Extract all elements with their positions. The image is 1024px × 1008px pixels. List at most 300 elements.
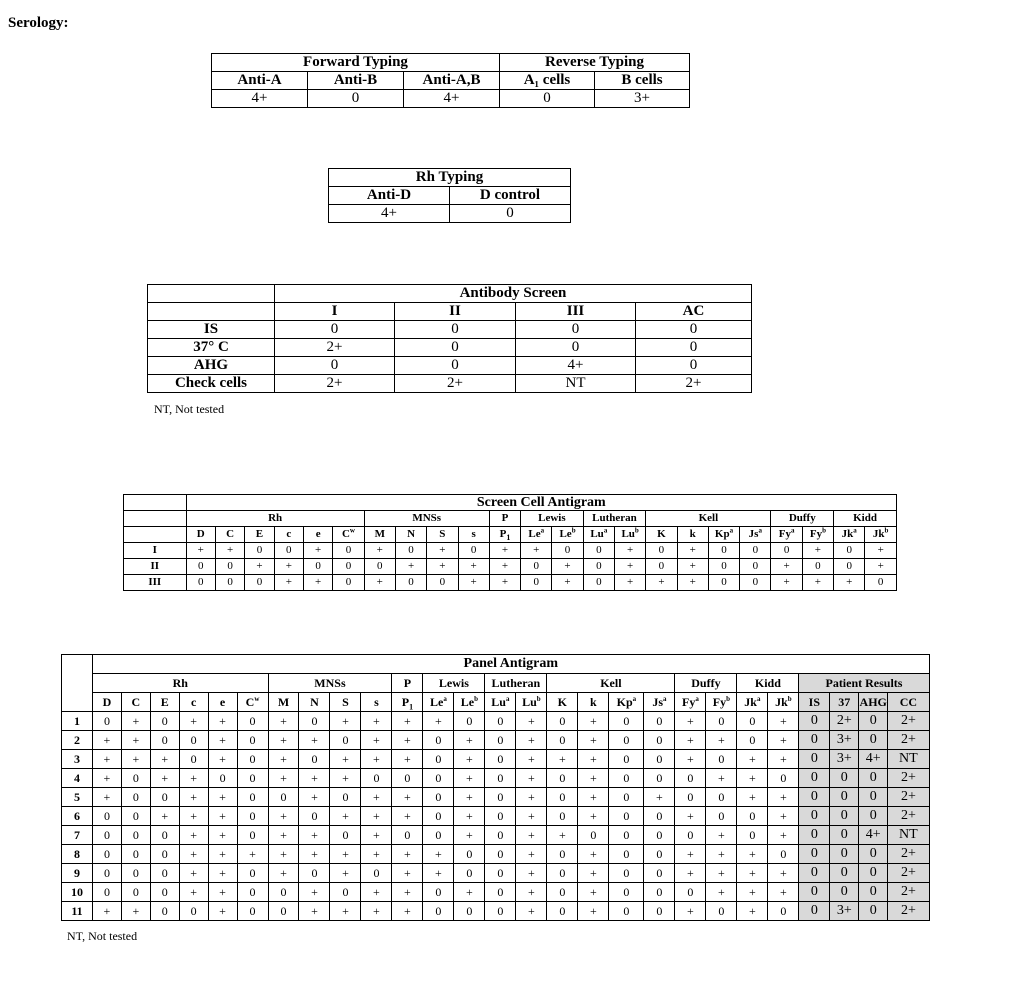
antigen-cell: +	[361, 902, 392, 921]
antigen-header: Le$^a$	[423, 693, 454, 712]
patient-result-cell: 2+	[888, 883, 929, 902]
antigen-cell: +	[361, 807, 392, 826]
antigen-group-header: Kidd	[737, 674, 799, 693]
antigen-cell: 0	[186, 559, 215, 575]
antigen-cell: +	[516, 807, 547, 826]
antigen-cell: +	[303, 543, 332, 559]
antigen-cell: 0	[768, 902, 799, 921]
antigen-header: Kp$^a$	[708, 527, 739, 543]
antigen-cell: 0	[364, 559, 395, 575]
antigen-cell: +	[834, 575, 865, 591]
antigen-cell: +	[675, 750, 706, 769]
anti-ab-header: Anti-A,B	[404, 72, 500, 90]
antigen-cell: 0	[708, 559, 739, 575]
antigen-header: Js$^a$	[740, 527, 771, 543]
blank-cell	[148, 303, 275, 321]
antigen-cell: +	[186, 543, 215, 559]
antigen-cell: +	[208, 826, 237, 845]
antigen-header: $C^w$	[333, 527, 364, 543]
antigen-cell: +	[423, 864, 454, 883]
antigen-cell: +	[547, 750, 578, 769]
antigen-cell: +	[768, 750, 799, 769]
antigen-header: s	[361, 693, 392, 712]
antigen-cell: 0	[458, 543, 489, 559]
antigen-cell: +	[737, 902, 768, 921]
antigen-cell: +	[516, 788, 547, 807]
antigen-cell: +	[274, 559, 303, 575]
antigen-cell: +	[675, 902, 706, 921]
patient-result-cell: 2+	[888, 788, 929, 807]
antigen-cell: 0	[454, 864, 485, 883]
reverse-typing-header: Reverse Typing	[500, 54, 690, 72]
table-row	[148, 375, 752, 393]
patient-result-cell: 4+	[859, 750, 888, 769]
antigen-cell: +	[614, 559, 645, 575]
antigen-cell: +	[677, 559, 708, 575]
antigen-cell: 0	[423, 769, 454, 788]
antigen-header: k	[677, 527, 708, 543]
antigen-header: E	[150, 693, 179, 712]
antigen-cell: +	[454, 826, 485, 845]
antigen-cell: +	[179, 807, 208, 826]
antigen-cell: +	[614, 575, 645, 591]
antigen-header: C	[121, 693, 150, 712]
anti-d-header: Anti-D	[329, 187, 450, 205]
panel-cell-label: 2	[62, 731, 93, 750]
antigen-cell: 0	[547, 788, 578, 807]
reaction-cell: 2+	[395, 375, 516, 393]
patient-result-cell: NT	[888, 826, 929, 845]
antigen-cell: +	[268, 731, 299, 750]
antigen-cell: 0	[485, 788, 516, 807]
antigen-cell: +	[361, 731, 392, 750]
antigen-cell: +	[552, 575, 583, 591]
blank-cell	[62, 655, 93, 674]
antigen-cell: 0	[675, 883, 706, 902]
antigen-cell: +	[677, 575, 708, 591]
antigen-cell: +	[675, 731, 706, 750]
antigen-cell: +	[547, 826, 578, 845]
blank-cell	[124, 527, 187, 543]
antigen-cell: 0	[245, 543, 274, 559]
antigen-header: $P_1$	[489, 527, 520, 543]
patient-result-cell: 0	[859, 845, 888, 864]
antigen-cell: +	[395, 559, 426, 575]
section-title: Serology:	[8, 15, 69, 31]
antigen-cell: 0	[646, 559, 677, 575]
antigen-cell: 0	[578, 826, 609, 845]
antigen-group-header: MNSs	[268, 674, 392, 693]
antigen-cell: +	[330, 807, 361, 826]
antigen-cell: +	[330, 712, 361, 731]
antigen-cell: +	[208, 712, 237, 731]
antigen-cell: 0	[521, 559, 552, 575]
antigen-cell: 0	[92, 845, 121, 864]
anti-a-header: Anti-A	[212, 72, 308, 90]
antigen-cell: +	[516, 712, 547, 731]
antigen-cell: +	[771, 559, 802, 575]
antigen-header: K	[547, 693, 578, 712]
antigen-cell: 0	[737, 731, 768, 750]
antigen-cell: 0	[150, 883, 179, 902]
screen-cell-header: II	[395, 303, 516, 321]
antigen-cell: +	[179, 712, 208, 731]
antigen-cell: 0	[675, 826, 706, 845]
phase-label: IS	[148, 321, 275, 339]
antigen-cell: +	[121, 750, 150, 769]
antigen-cell: +	[489, 575, 520, 591]
screen-cell-label: III	[124, 575, 187, 591]
screen-cell-header: AC	[636, 303, 752, 321]
antigen-cell: 0	[423, 788, 454, 807]
antigen-cell: 0	[274, 543, 303, 559]
antigen-cell: 0	[330, 731, 361, 750]
antigen-cell: 0	[454, 712, 485, 731]
antigen-cell: 0	[268, 902, 299, 921]
antigen-cell: 0	[423, 807, 454, 826]
antigen-cell: 0	[237, 826, 268, 845]
antigen-cell: 0	[547, 883, 578, 902]
antigen-cell: +	[299, 883, 330, 902]
antigen-header: M	[364, 527, 395, 543]
antigen-cell: +	[208, 864, 237, 883]
antigen-cell: 0	[609, 864, 644, 883]
antigen-cell: +	[706, 883, 737, 902]
antigen-header: E	[245, 527, 274, 543]
antigen-cell: 0	[583, 559, 614, 575]
table-row	[62, 864, 967, 883]
result-header: 37	[830, 693, 859, 712]
antigen-cell: 0	[609, 826, 644, 845]
antigen-cell: +	[454, 731, 485, 750]
panel-cell-label: 9	[62, 864, 93, 883]
antigen-cell: 0	[708, 543, 739, 559]
antigen-cell: +	[361, 826, 392, 845]
antigen-cell: +	[392, 845, 423, 864]
antigen-cell: 0	[330, 788, 361, 807]
antigen-cell: 0	[150, 712, 179, 731]
antigen-cell: +	[208, 750, 237, 769]
antigen-cell: 0	[547, 845, 578, 864]
antigen-cell: 0	[215, 575, 244, 591]
patient-result-cell: 0	[830, 788, 859, 807]
antigen-header: s	[458, 527, 489, 543]
antigen-cell: 0	[583, 575, 614, 591]
antigen-cell: 0	[609, 769, 644, 788]
patient-result-cell: 0	[830, 883, 859, 902]
patient-result-cell: 3+	[830, 902, 859, 921]
antigen-cell: 0	[737, 826, 768, 845]
antigen-cell: +	[768, 788, 799, 807]
antigen-group-header: Lutheran	[583, 511, 646, 527]
antigen-cell: +	[361, 845, 392, 864]
antigen-cell: +	[771, 575, 802, 591]
table-row	[124, 527, 897, 543]
patient-result-cell: 0	[799, 769, 830, 788]
antigen-header: Jk$^a$	[834, 527, 865, 543]
patient-result-cell: 0	[830, 769, 859, 788]
antigen-cell: +	[552, 559, 583, 575]
antigen-cell: +	[303, 575, 332, 591]
antigen-cell: 0	[609, 788, 644, 807]
antigen-cell: +	[737, 845, 768, 864]
antigen-cell: +	[458, 575, 489, 591]
antigen-cell: +	[768, 883, 799, 902]
antigen-cell: 0	[395, 575, 426, 591]
panel-cell-label: 1	[62, 712, 93, 731]
patient-result-cell: 2+	[888, 864, 929, 883]
antigen-header: $C^w$	[237, 693, 268, 712]
panel-antigram-note: NT, Not tested	[67, 929, 138, 943]
patient-result-cell: 0	[859, 712, 888, 731]
antigen-cell: +	[208, 845, 237, 864]
antigen-cell: 0	[423, 731, 454, 750]
antigen-cell: 0	[92, 883, 121, 902]
antigen-cell: 0	[485, 883, 516, 902]
antigen-cell: 0	[485, 769, 516, 788]
antigen-cell: 0	[423, 826, 454, 845]
table-row	[62, 883, 967, 902]
antigen-cell: 0	[609, 883, 644, 902]
patient-result-cell: 0	[799, 807, 830, 826]
panel-cell-label: 11	[62, 902, 93, 921]
antigen-cell: +	[646, 575, 677, 591]
antigen-cell: 0	[740, 559, 771, 575]
patient-result-cell: 0	[859, 769, 888, 788]
antigen-cell: +	[614, 543, 645, 559]
antigen-cell: +	[675, 712, 706, 731]
antigen-cell: +	[268, 750, 299, 769]
patient-result-cell: 3+	[830, 750, 859, 769]
patient-result-cell: 0	[859, 731, 888, 750]
antigen-cell: 0	[361, 769, 392, 788]
antigen-header: C	[215, 527, 244, 543]
table-row	[62, 845, 967, 864]
table-row	[62, 788, 967, 807]
antigen-cell: 0	[485, 902, 516, 921]
antigen-cell: +	[150, 750, 179, 769]
antigen-group-header: P	[392, 674, 423, 693]
antigen-header: S	[427, 527, 458, 543]
antigen-header: c	[274, 527, 303, 543]
antigram-title: Panel Antigram	[92, 655, 929, 674]
antigen-cell: 0	[361, 864, 392, 883]
antigen-cell: 0	[485, 864, 516, 883]
antigen-cell: 0	[150, 826, 179, 845]
panel-cell-label: 4	[62, 769, 93, 788]
antigen-cell: 0	[150, 864, 179, 883]
antigen-cell: 0	[92, 712, 121, 731]
antigen-cell: +	[237, 845, 268, 864]
antigen-cell: 0	[299, 712, 330, 731]
antigen-cell: +	[865, 543, 897, 559]
antigen-cell: +	[330, 864, 361, 883]
antigen-cell: 0	[609, 845, 644, 864]
antigen-cell: 0	[92, 864, 121, 883]
antigen-cell: 0	[330, 826, 361, 845]
antigen-header: Lu$^b$	[614, 527, 645, 543]
antigen-cell: +	[392, 731, 423, 750]
table-row	[62, 674, 967, 693]
antigen-header: Js$^a$	[644, 693, 675, 712]
antigen-cell: 0	[333, 575, 364, 591]
antigen-header: Le$^b$	[454, 693, 485, 712]
antigen-cell: +	[706, 845, 737, 864]
antibody-screen-note: NT, Not tested	[154, 402, 225, 416]
antigen-cell: 0	[179, 902, 208, 921]
antigen-cell: +	[92, 902, 121, 921]
antigen-cell: 0	[706, 750, 737, 769]
antigen-cell: +	[208, 788, 237, 807]
antigen-cell: +	[768, 864, 799, 883]
patient-result-cell: 0	[799, 883, 830, 902]
antigen-cell: +	[516, 750, 547, 769]
table-row	[62, 712, 967, 731]
antigen-cell: +	[179, 826, 208, 845]
anti-a-value: 4+	[212, 90, 308, 108]
patient-result-cell: 4+	[859, 826, 888, 845]
antigen-cell: 0	[609, 902, 644, 921]
antigen-cell: 0	[834, 559, 865, 575]
antigen-cell: +	[208, 807, 237, 826]
phase-label: Check cells	[148, 375, 275, 393]
screen-cell-header: III	[516, 303, 636, 321]
antigen-cell: +	[215, 543, 244, 559]
antigen-cell: 0	[237, 750, 268, 769]
a1-cells-value: 0	[500, 90, 595, 108]
antigen-cell: 0	[644, 864, 675, 883]
antigen-cell: +	[92, 769, 121, 788]
antigen-cell: 0	[150, 731, 179, 750]
antigen-cell: 0	[121, 769, 150, 788]
antigen-cell: +	[268, 807, 299, 826]
forward-typing-header: Forward Typing	[212, 54, 500, 72]
antigen-cell: +	[675, 864, 706, 883]
table-row	[148, 339, 752, 357]
antigen-cell: +	[578, 883, 609, 902]
antigen-header: Lu$^b$	[516, 693, 547, 712]
reaction-cell: 0	[516, 339, 636, 357]
antigen-cell: +	[179, 788, 208, 807]
antigen-cell: 0	[583, 543, 614, 559]
antigen-cell: +	[578, 807, 609, 826]
antigen-cell: +	[121, 731, 150, 750]
antigen-cell: +	[677, 543, 708, 559]
antigen-cell: 0	[237, 731, 268, 750]
reaction-cell: 2+	[636, 375, 752, 393]
antigen-cell: 0	[330, 883, 361, 902]
antigen-cell: 0	[299, 750, 330, 769]
antigen-cell: +	[578, 788, 609, 807]
antigen-header: k	[578, 693, 609, 712]
antigen-header: D	[186, 527, 215, 543]
patient-result-cell: 2+	[888, 769, 929, 788]
antigen-header: c	[179, 693, 208, 712]
antigen-cell: +	[768, 826, 799, 845]
antigen-header: M	[268, 693, 299, 712]
antigen-cell: 0	[485, 731, 516, 750]
phase-label: AHG	[148, 357, 275, 375]
blank-cell	[148, 285, 275, 303]
antigen-cell: 0	[609, 712, 644, 731]
antigen-header: Kp$^a$	[609, 693, 644, 712]
patient-result-cell: 2+	[830, 712, 859, 731]
patient-result-cell: 2+	[888, 731, 929, 750]
panel-cell-label: 5	[62, 788, 93, 807]
antigen-cell: 0	[609, 731, 644, 750]
antigen-cell: 0	[740, 575, 771, 591]
antigen-cell: +	[274, 575, 303, 591]
panel-antigram-table	[61, 654, 967, 921]
antigen-header: K	[646, 527, 677, 543]
antigen-cell: 0	[521, 575, 552, 591]
antigen-cell: 0	[121, 883, 150, 902]
patient-result-cell: 0	[799, 750, 830, 769]
antigen-cell: 0	[644, 712, 675, 731]
antigen-cell: +	[268, 826, 299, 845]
antigen-cell: 0	[237, 902, 268, 921]
antigen-group-header: Duffy	[675, 674, 737, 693]
antigen-cell: +	[706, 864, 737, 883]
antigen-cell: 0	[268, 883, 299, 902]
table-row	[62, 807, 967, 826]
d-control-header: D control	[450, 187, 571, 205]
antigen-cell: +	[578, 864, 609, 883]
antigen-cell: 0	[121, 845, 150, 864]
result-header: AHG	[859, 693, 888, 712]
antigen-cell: +	[516, 902, 547, 921]
antigen-cell: +	[423, 712, 454, 731]
antigen-cell: 0	[237, 807, 268, 826]
antigen-cell: +	[675, 845, 706, 864]
antigen-header: Fy$^b$	[802, 527, 833, 543]
antigen-group-header: Lutheran	[485, 674, 547, 693]
table-row	[124, 559, 897, 575]
antigen-cell: +	[92, 788, 121, 807]
antigen-header: $P_1$	[392, 693, 423, 712]
antigen-header: Fy$^b$	[706, 693, 737, 712]
antigen-group-header: Rh	[92, 674, 268, 693]
blank-cell	[62, 674, 93, 693]
table-row	[62, 731, 967, 750]
antigen-cell: 0	[208, 769, 237, 788]
antigen-cell: 0	[237, 788, 268, 807]
antigen-cell: 0	[237, 883, 268, 902]
antigen-cell: +	[208, 883, 237, 902]
panel-cell-label: 8	[62, 845, 93, 864]
table-row	[62, 655, 967, 674]
antigen-cell: +	[92, 731, 121, 750]
antigen-cell: 0	[392, 769, 423, 788]
antigen-cell: +	[92, 750, 121, 769]
table-row	[62, 750, 967, 769]
antigen-cell: 0	[547, 731, 578, 750]
blank-cell	[62, 693, 93, 712]
anti-b-header: Anti-B	[308, 72, 404, 90]
antigen-cell: 0	[485, 807, 516, 826]
b-cells-header: B cells	[595, 72, 690, 90]
antigen-cell: 0	[423, 750, 454, 769]
antigen-cell: 0	[427, 575, 458, 591]
antigen-cell: +	[802, 543, 833, 559]
patient-result-cell: 2+	[888, 712, 929, 731]
antigen-header: Le$^b$	[552, 527, 583, 543]
antigen-cell: +	[706, 731, 737, 750]
antigen-cell: 0	[245, 575, 274, 591]
antigen-cell: +	[392, 807, 423, 826]
panel-cell-label: 3	[62, 750, 93, 769]
antigen-cell: +	[364, 543, 395, 559]
